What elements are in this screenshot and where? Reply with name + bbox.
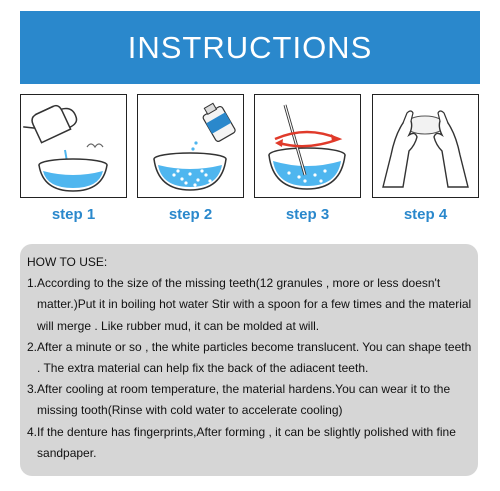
step-2-illustration	[137, 94, 244, 198]
banner-title: INSTRUCTIONS	[127, 29, 373, 65]
instruction-item-2	[27, 337, 472, 379]
instruction-item-3	[27, 379, 472, 421]
instruction-text: After a minute or so , the white particles become translucent. You can shape teeth . The extra material can help fix the back of the adiacent teeth.	[37, 339, 472, 376]
instruction-item-1	[27, 273, 472, 337]
instruction-number: 3.	[27, 382, 38, 397]
hands-molding-icon	[373, 95, 478, 197]
instruction-item-4	[27, 422, 472, 464]
instruction-number: 1.	[27, 276, 38, 291]
step-1	[20, 94, 127, 223]
step-1-illustration	[20, 94, 127, 198]
step-1-label: step 1	[51, 206, 96, 223]
instruction-number: 2.	[27, 339, 38, 354]
kettle-pouring-water-icon	[21, 95, 126, 197]
instructions-banner	[20, 11, 480, 84]
bottle-pouring-granules-icon	[138, 95, 243, 197]
step-2	[137, 94, 244, 223]
step-3	[254, 94, 361, 223]
step-4-label: step 4	[403, 206, 448, 223]
spoon-stirring-icon	[255, 95, 360, 197]
step-4-illustration	[372, 94, 479, 198]
step-3-label: step 3	[285, 206, 330, 223]
step-4	[372, 94, 479, 223]
step-3-illustration	[254, 94, 361, 198]
steps-row	[20, 94, 480, 234]
how-to-use-panel	[20, 244, 478, 476]
instruction-text: According to the size of the missing teeth(12 granules , more or less doesn't matter.)Put it in boiling hot water Stir with a spoon for a few times and the material will merge . Like rubber mud, it can be molded at will.	[37, 276, 472, 333]
how-to-use-title: HOW TO USE:	[27, 255, 108, 269]
instruction-text: After cooling at room temperature, the material hardens.You can wear it to the missing tooth(Rinse with cold water to accelerate cooling)	[37, 382, 451, 418]
instruction-number: 4.	[27, 424, 38, 439]
instruction-text: If the denture has fingerprints,After forming , it can be slightly polished with fine sandpaper.	[37, 424, 456, 460]
step-2-label: step 2	[168, 206, 213, 223]
